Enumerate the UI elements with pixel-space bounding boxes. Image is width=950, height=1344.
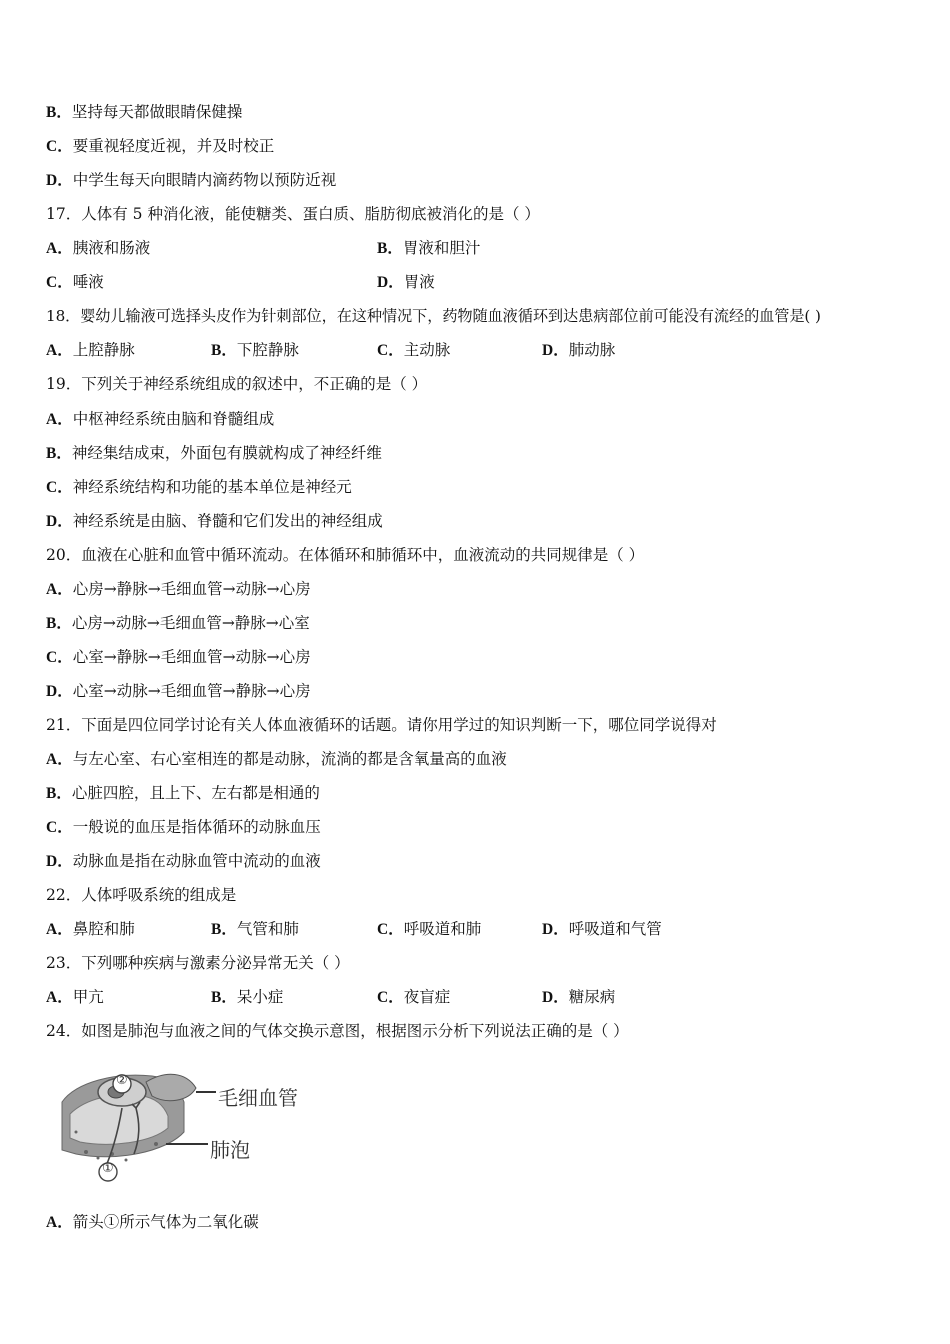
q18-options [46, 340, 906, 360]
marker-2: ② [116, 1073, 128, 1088]
q21-option-c: C．一般说的血压是指体循环的动脉血压 [46, 818, 321, 836]
alveolus-gas-exchange-diagram [56, 1062, 316, 1192]
q18-stem: 18．婴幼儿输液可选择头皮作为针刺部位，在这种情况下，药物随血液循环到达患病部位前可能没有流经的血管是( ) [46, 307, 821, 325]
capillary-label: 毛细血管 [218, 1086, 298, 1110]
q17-option-a: A．胰液和肠液 [46, 239, 151, 257]
q20-option-b: B．心房→动脉→毛细血管→静脉→心室 [46, 614, 310, 632]
q18-option-c: C．主动脉 [377, 341, 451, 359]
q24-option-a: A．箭头①所示气体为二氧化碳 [46, 1213, 259, 1231]
q17-option-d: D．胃液 [377, 273, 435, 291]
q20-option-c: C．心室→静脉→毛细血管→动脉→心房 [46, 648, 311, 666]
q18-option-b: B．下腔静脉 [211, 341, 299, 359]
q21-option-a: A．与左心室、右心室相连的都是动脉，流淌的都是含氧量高的血液 [46, 750, 507, 768]
marker-1: ① [102, 1161, 114, 1176]
q19-option-a: A．中枢神经系统由脑和脊髓组成 [46, 410, 275, 428]
q20-stem: 20．血液在心脏和血管中循环流动。在体循环和肺循环中，血液流动的共同规律是（ ） [46, 546, 645, 564]
q19-option-c: C．神经系统结构和功能的基本单位是神经元 [46, 478, 352, 496]
q19-option-d: D．神经系统是由脑、脊髓和它们发出的神经组成 [46, 512, 383, 530]
q22-option-d: D．呼吸道和气管 [542, 920, 662, 938]
q22-options [46, 919, 906, 939]
q16-option-b: B．坚持每天都做眼睛保健操 [46, 103, 243, 121]
q23-option-b: B．呆小症 [211, 988, 284, 1006]
q21-option-b: B．心脏四腔，且上下、左右都是相通的 [46, 784, 320, 802]
q19-option-b: B．神经集结成束，外面包有膜就构成了神经纤维 [46, 444, 382, 462]
q22-option-c: C．呼吸道和肺 [377, 920, 482, 938]
q17-stem: 17．人体有 5 种消化液，能使糖类、蛋白质、脂肪彻底被消化的是（ ） [46, 205, 540, 223]
q22-option-a: A．鼻腔和肺 [46, 920, 135, 938]
q21-option-d: D．动脉血是指在动脉血管中流动的血液 [46, 852, 321, 870]
q18-option-d: D．肺动脉 [542, 341, 616, 359]
q19-stem: 19．下列关于神经系统组成的叙述中，不正确的是（ ） [46, 375, 428, 393]
q17-options-row2 [46, 272, 906, 292]
q21-stem: 21．下面是四位同学讨论有关人体血液循环的话题。请你用学过的知识判断一下，哪位同学说得对 [46, 716, 717, 734]
q16-option-c: C．要重视轻度近视，并及时校正 [46, 137, 275, 155]
q23-option-a: A．甲亢 [46, 988, 104, 1006]
q24-stem: 24．如图是肺泡与血液之间的气体交换示意图，根据图示分析下列说法正确的是（ ） [46, 1022, 629, 1040]
q23-option-d: D．糖尿病 [542, 988, 616, 1006]
q17-option-b: B．胃液和胆汁 [377, 239, 481, 257]
q17-options-row1 [46, 238, 906, 258]
q22-stem: 22．人体呼吸系统的组成是 [46, 886, 237, 904]
q18-option-a: A．上腔静脉 [46, 341, 135, 359]
q23-option-c: C．夜盲症 [377, 988, 451, 1006]
q23-options [46, 987, 906, 1007]
q22-option-b: B．气管和肺 [211, 920, 299, 938]
q16-option-d: D．中学生每天向眼睛内滴药物以预防近视 [46, 171, 337, 189]
q20-option-a: A．心房→静脉→毛细血管→动脉→心房 [46, 580, 311, 598]
q17-option-c: C．唾液 [46, 273, 104, 291]
alveolus-label: 肺泡 [210, 1138, 250, 1162]
q20-option-d: D．心室→动脉→毛细血管→静脉→心房 [46, 682, 311, 700]
q23-stem: 23．下列哪种疾病与激素分泌异常无关（ ） [46, 954, 350, 972]
